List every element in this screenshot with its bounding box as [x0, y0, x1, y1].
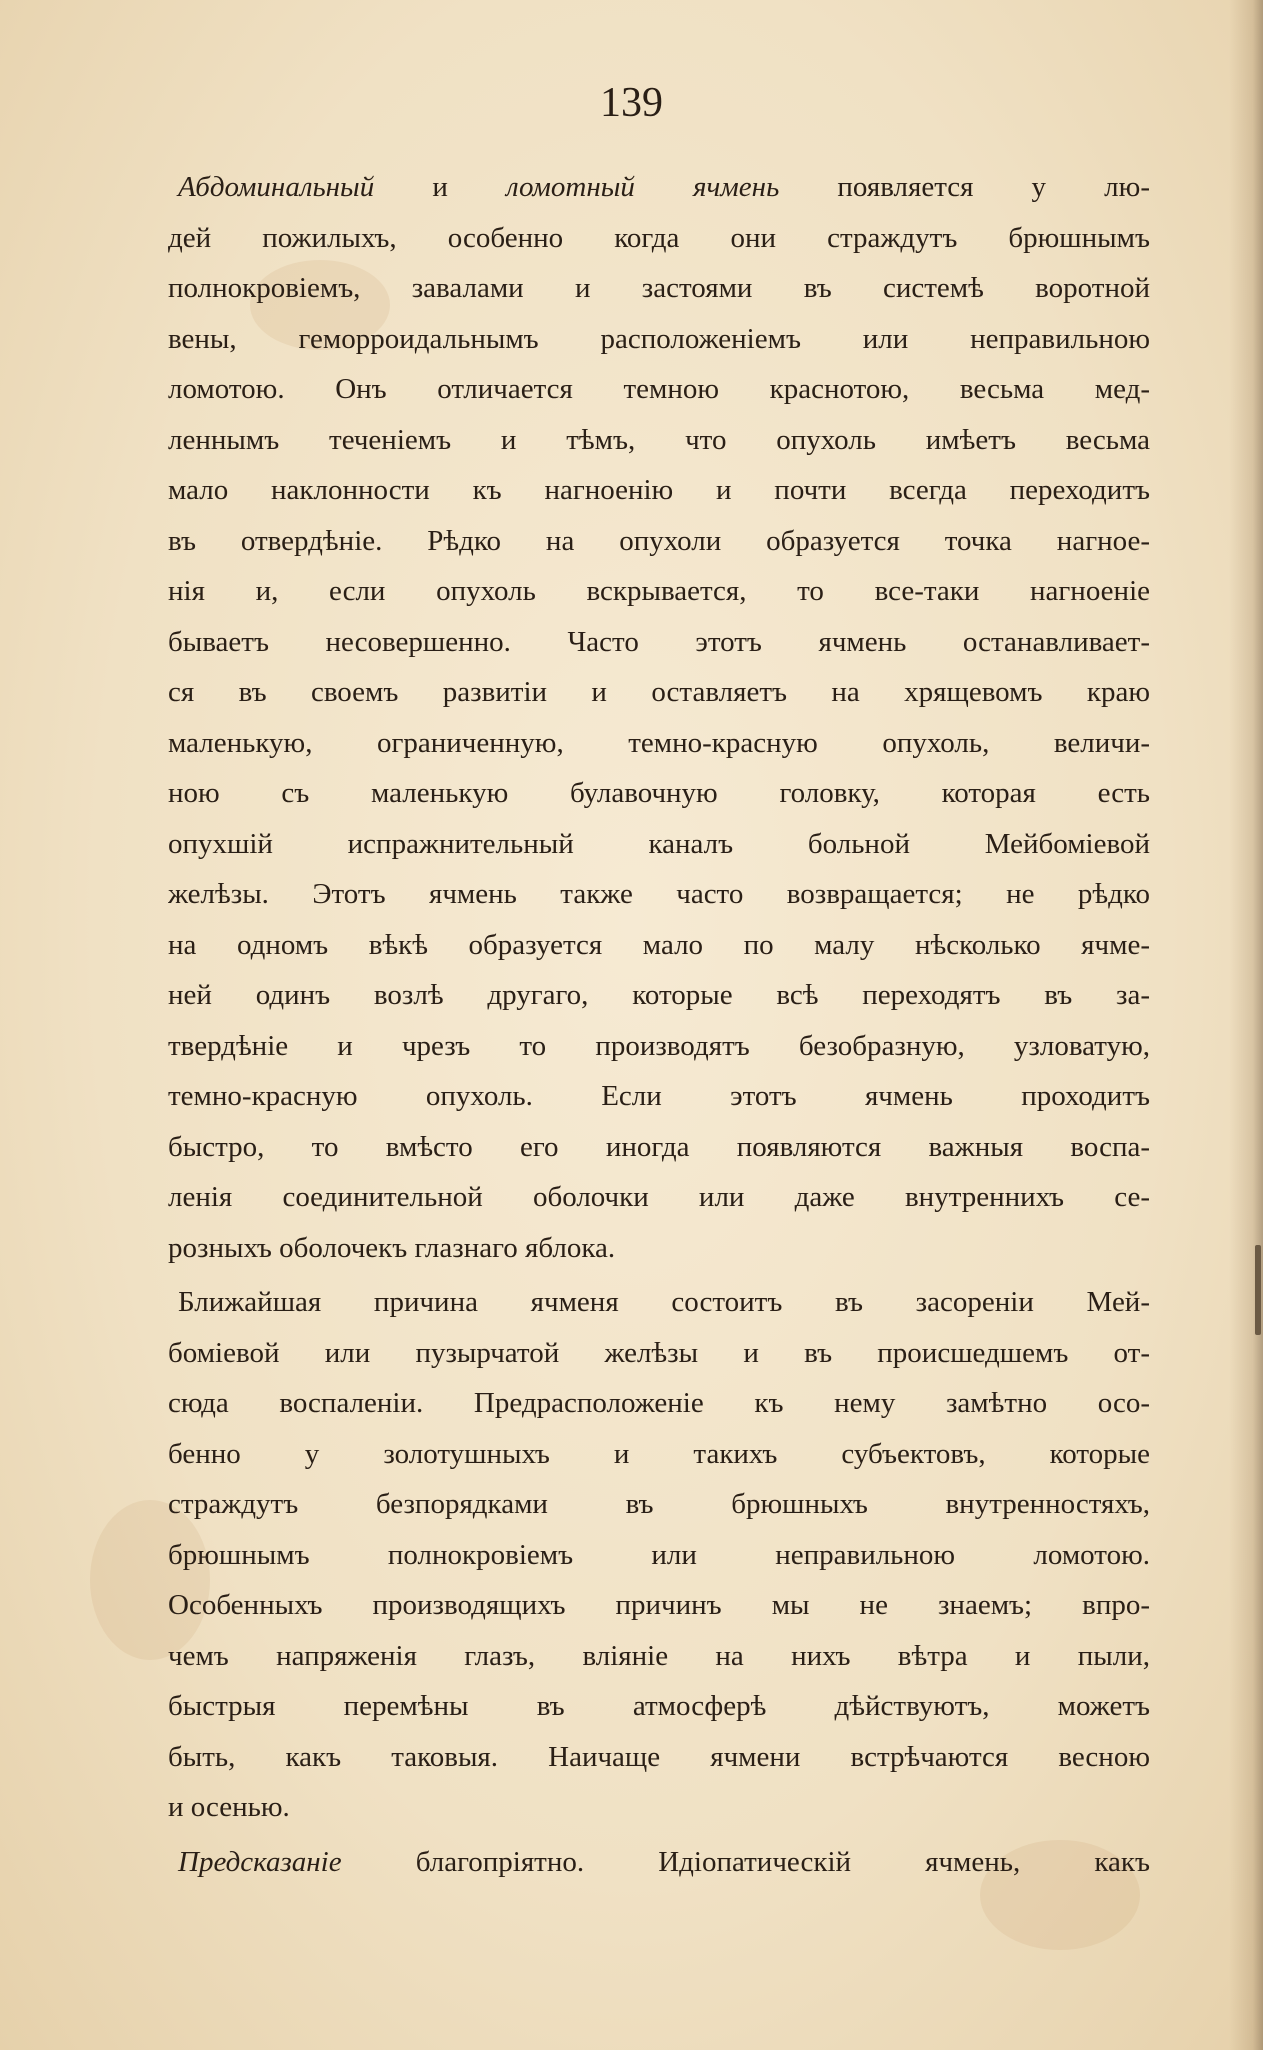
text-line: ленія соединительной оболочки или даже внутреннихъ се-: [168, 1181, 1150, 1213]
text-line: розныхъ оболочекъ глазнаго яблока.: [168, 1231, 616, 1264]
text-line: ломотою. Онъ отличается темною краснотою, весьма мед-: [168, 373, 1150, 405]
text-line: Предсказаніе благопріятно. Идіопатическій ячмень, какъ: [178, 1845, 1150, 1878]
text-line: Абдоминальный и ломотный ячмень появляется у лю-: [178, 171, 1150, 203]
text-line: ся въ своемъ развитіи и оставляетъ на хрящевомъ краю: [168, 676, 1150, 708]
text-line: быстро, то вмѣсто его иногда появляются важныя воспа-: [168, 1130, 1150, 1163]
page-edge-shadow: [1229, 0, 1263, 2050]
text-line: мало наклонности къ нагноенію и почти всегда переходитъ: [168, 474, 1150, 506]
text-line: на одномъ вѣкѣ образуется мало по малу нѣсколько ячме-: [168, 928, 1150, 961]
text-line: опухшій испражнительный каналъ больной Мейбоміевой: [168, 827, 1150, 860]
text-line: и осенью.: [168, 1791, 290, 1823]
italic-phrase: Абдоминальный: [178, 171, 375, 203]
paragraph: [168, 1837, 1150, 1888]
text-line: сюда воспаленіи. Предрасположеніе къ нему замѣтно осо-: [168, 1387, 1150, 1419]
text-line: вены, геморроидальнымъ расположеніемъ или неправильною: [168, 322, 1150, 355]
text-line: брюшнымъ полнокровіемъ или неправильною ломотою.: [168, 1538, 1150, 1571]
page-edge-mark: [1255, 1245, 1261, 1335]
italic-phrase: ломотный ячмень: [505, 171, 780, 203]
paragraph: [168, 1277, 1150, 1833]
text-line: быстрыя перемѣны въ атмосферѣ дѣйствуютъ, можетъ: [168, 1690, 1150, 1722]
text-line: Ближайшая причина ячменя состоитъ въ засореніи Мей-: [178, 1286, 1150, 1318]
paragraph: [168, 162, 1150, 1273]
text-line: нія и, если опухоль вскрывается, то все-таки нагноеніе: [168, 575, 1150, 607]
text-line: боміевой или пузырчатой желѣзы и въ происшедшемъ от-: [168, 1336, 1150, 1369]
text-line: бенно у золотушныхъ и такихъ субъектовъ, которые: [168, 1437, 1150, 1470]
text-line: ней одинъ возлѣ другаго, которые всѣ переходятъ въ за-: [168, 979, 1150, 1011]
body-text: [168, 162, 1150, 1887]
text-line: дей пожилыхъ, особенно когда они страждутъ брюшнымъ: [168, 221, 1150, 254]
text-line: быть, какъ таковыя. Наичаще ячмени встрѣчаются весною: [168, 1740, 1150, 1773]
text-line: темно-красную опухоль. Если этотъ ячмень проходитъ: [168, 1080, 1150, 1112]
text-line: твердѣніе и чрезъ то производятъ безобразную, узловатую,: [168, 1029, 1150, 1062]
text-line: полнокровіемъ, завалами и застоями въ системѣ воротной: [168, 272, 1150, 304]
text-line: леннымъ теченіемъ и тѣмъ, что опухоль имѣетъ весьма: [168, 423, 1150, 456]
text-line: ною съ маленькую булавочную головку, которая есть: [168, 777, 1150, 809]
text-line: желѣзы. Этотъ ячмень также часто возвращается; не рѣдко: [168, 878, 1150, 910]
text-line: чемъ напряженія глазъ, вліяніе на нихъ вѣтра и пыли,: [168, 1639, 1150, 1672]
italic-phrase: Предсказаніе: [178, 1845, 342, 1878]
text-line: бываетъ несовершенно. Часто этотъ ячмень останавливает-: [168, 625, 1150, 658]
text-line: маленькую, ограниченную, темно-красную опухоль, величи-: [168, 726, 1150, 759]
page-number: 139: [600, 80, 663, 126]
text-line: Особенныхъ производящихъ причинъ мы не знаемъ; впро-: [168, 1589, 1150, 1621]
text-line: страждутъ безпорядками въ брюшныхъ внутренностяхъ,: [168, 1488, 1150, 1520]
text-line: въ отвердѣніе. Рѣдко на опухоли образуется точка нагное-: [168, 524, 1150, 557]
